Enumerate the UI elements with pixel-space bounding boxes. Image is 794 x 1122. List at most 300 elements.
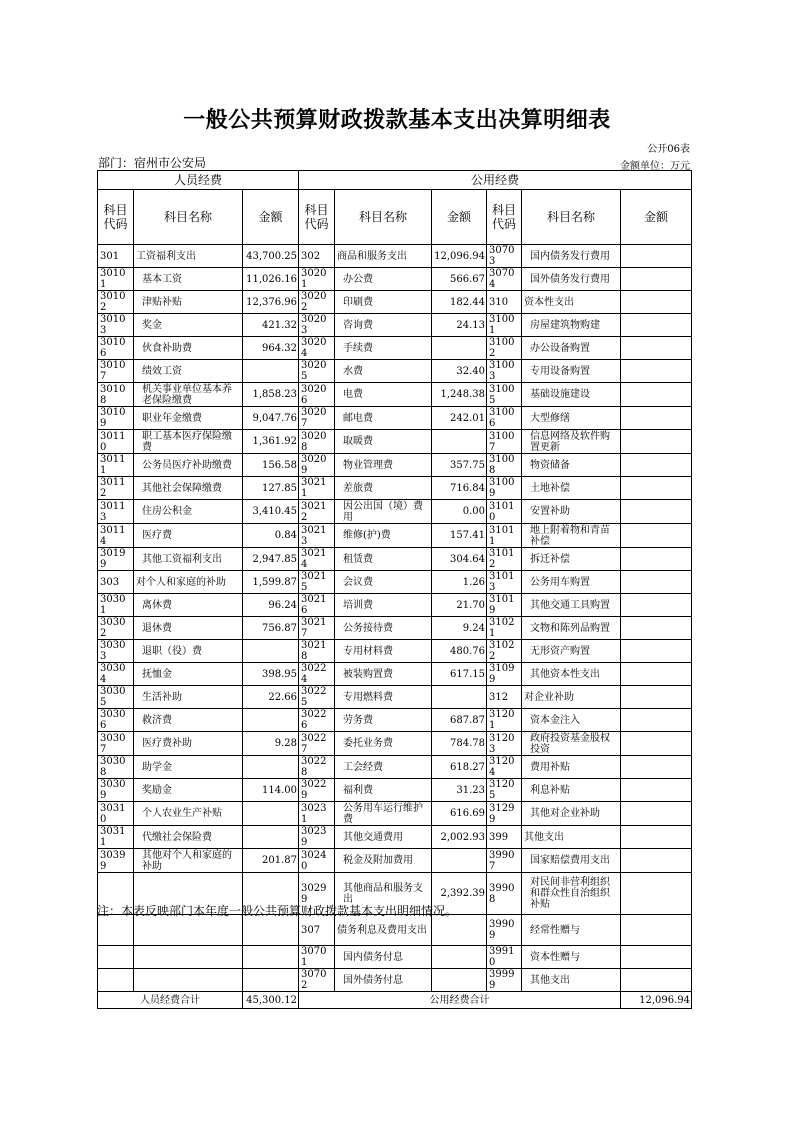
cell-amount [621, 548, 692, 571]
cell-name: 办公费 [335, 268, 432, 291]
cell-name: 邮电费 [335, 407, 432, 430]
footnote: 注：本表反映部门本年度一般公共预算财政拨款基本支出明细情况。 [97, 904, 458, 918]
cell-code: 31205 [487, 779, 522, 802]
cell-name: 奖励金 [134, 779, 243, 802]
public-header: 公用经费 [299, 171, 692, 190]
cell-amount [621, 594, 692, 617]
cell-amount [621, 407, 692, 430]
cell-code: 30311 [98, 826, 134, 849]
cell-name: 印刷费 [335, 291, 432, 314]
cell-name: 救济费 [134, 709, 243, 732]
cell-code: 31007 [487, 430, 522, 454]
cell-code: 30704 [487, 268, 522, 291]
cell-name: 对企业补助 [522, 686, 621, 709]
cell-name: 住房公积金 [134, 500, 243, 524]
cell-amount: 0.00 [432, 500, 487, 524]
cell-name: 国家赔偿费用支出 [522, 849, 621, 873]
table-row [98, 946, 692, 969]
cell-code: 30217 [299, 617, 335, 640]
cell-code: 31099 [487, 663, 522, 686]
cell-amount: 182.44 [432, 291, 487, 314]
cell-amount: 618.27 [432, 756, 487, 779]
cell-code: 30225 [299, 686, 335, 709]
cell-name: 工会经费 [335, 756, 432, 779]
amount-header: 金额 [432, 190, 487, 245]
cell-code: 31001 [487, 314, 522, 337]
cell-code: 30114 [98, 524, 134, 548]
cell-amount [621, 245, 692, 268]
table-row [98, 245, 692, 268]
cell-name: 会议费 [335, 571, 432, 594]
cell-amount [621, 383, 692, 407]
cell-name: 其他支出 [522, 969, 621, 992]
cell-code: 31006 [487, 407, 522, 430]
cell-name: 被装购置费 [335, 663, 432, 686]
cell-amount [243, 756, 299, 779]
cell-amount [243, 802, 299, 826]
cell-code: 31201 [487, 709, 522, 732]
cell-amount [621, 826, 692, 849]
cell-code: 30305 [98, 686, 134, 709]
cell-amount: 421.32 [243, 314, 299, 337]
table-row [98, 849, 692, 873]
cell-name: 水费 [335, 360, 432, 383]
cell-code: 31019 [487, 594, 522, 617]
table-row [98, 454, 692, 477]
cell-amount [621, 663, 692, 686]
cell-code: 39910 [487, 946, 522, 969]
cell-amount: 617.15 [432, 663, 487, 686]
cell-name: 电费 [335, 383, 432, 407]
cell-code: 31008 [487, 454, 522, 477]
cell-code: 30216 [299, 594, 335, 617]
cell-code: 30229 [299, 779, 335, 802]
cell-amount: 687.87 [432, 709, 487, 732]
cell-amount: 96.24 [243, 594, 299, 617]
code-header: 科目代码 [487, 190, 522, 245]
table-row [98, 291, 692, 314]
cell-code: 31204 [487, 756, 522, 779]
cell-name: 经常性赠与 [522, 915, 621, 946]
cell-amount [243, 946, 299, 969]
cell-name: 大型修缮 [522, 407, 621, 430]
table-row [98, 407, 692, 430]
cell-code: 30218 [299, 640, 335, 663]
cell-name: 资本性支出 [522, 291, 621, 314]
table-row [98, 383, 692, 407]
cell-code: 30208 [299, 430, 335, 454]
table-row [98, 617, 692, 640]
cell-amount: 304.64 [432, 548, 487, 571]
cell-code: 30703 [487, 245, 522, 268]
table-row [98, 524, 692, 548]
cell-amount [243, 640, 299, 663]
cell-amount: 2,002.93 [432, 826, 487, 849]
cell-amount [621, 732, 692, 756]
cell-amount: 784.78 [432, 732, 487, 756]
cell-name: 奖金 [134, 314, 243, 337]
cell-name: 其他交通费用 [335, 826, 432, 849]
cell-code: 30215 [299, 571, 335, 594]
cell-name: 绩效工资 [134, 360, 243, 383]
table-row [98, 640, 692, 663]
cell-amount: 357.75 [432, 454, 487, 477]
cell-name: 咨询费 [335, 314, 432, 337]
cell-code: 307 [299, 915, 335, 946]
cell-name: 其他对个人和家庭的补助 [134, 849, 243, 873]
table-row [98, 663, 692, 686]
cell-code: 31012 [487, 548, 522, 571]
cell-code: 30227 [299, 732, 335, 756]
cell-name: 其他支出 [522, 826, 621, 849]
cell-code: 30206 [299, 383, 335, 407]
cell-name: 培训费 [335, 594, 432, 617]
cell-code: 30309 [98, 779, 134, 802]
cell-amount: 32.40 [432, 360, 487, 383]
cell-code: 302 [299, 245, 335, 268]
cell-name: 对民间非营利组织和群众性自治组织补贴 [522, 873, 621, 915]
cell-code: 31021 [487, 617, 522, 640]
cell-amount: 21.70 [432, 594, 487, 617]
cell-code: 30231 [299, 802, 335, 826]
cell-name [134, 946, 243, 969]
cell-amount [621, 969, 692, 992]
table-row [98, 802, 692, 826]
cell-name: 个人农业生产补贴 [134, 802, 243, 826]
cell-name: 伙食补助费 [134, 337, 243, 360]
cell-name: 费用补贴 [522, 756, 621, 779]
cell-name: 因公出国（境）费用 [335, 500, 432, 524]
cell-name: 手续费 [335, 337, 432, 360]
cell-amount: 3,410.45 [243, 500, 299, 524]
cell-name: 医疗费 [134, 524, 243, 548]
cell-amount: 2,947.85 [243, 548, 299, 571]
cell-name: 福利费 [335, 779, 432, 802]
cell-amount [432, 849, 487, 873]
cell-code: 30202 [299, 291, 335, 314]
table-row [98, 969, 692, 992]
cell-name: 无形资产购置 [522, 640, 621, 663]
cell-code: 30239 [299, 826, 335, 849]
cell-amount [621, 709, 692, 732]
name-header: 科目名称 [335, 190, 432, 245]
cell-amount [621, 873, 692, 915]
code-header: 科目代码 [299, 190, 335, 245]
cell-code: 30103 [98, 314, 134, 337]
cell-code: 30702 [299, 969, 335, 992]
cell-name: 公务用车运行维护费 [335, 802, 432, 826]
cell-amount: 480.76 [432, 640, 487, 663]
amount-header: 金额 [621, 190, 692, 245]
cell-name: 抚恤金 [134, 663, 243, 686]
cell-code: 31002 [487, 337, 522, 360]
cell-code: 399 [487, 826, 522, 849]
cell-code: 30308 [98, 756, 134, 779]
amount-header: 金额 [243, 190, 299, 245]
cell-code: 39999 [487, 969, 522, 992]
form-id: 公开06表 [647, 144, 690, 155]
page-title: 一般公共预算财政拨款基本支出决算明细表 [183, 107, 611, 133]
cell-name: 办公设备购置 [522, 337, 621, 360]
table-row [98, 915, 692, 946]
cell-name: 差旅费 [335, 477, 432, 500]
cell-amount [621, 946, 692, 969]
cell-name: 债务利息及费用支出 [335, 915, 432, 946]
cell-amount [621, 915, 692, 946]
cell-code: 30112 [98, 477, 134, 500]
cell-amount: 1,248.38 [432, 383, 487, 407]
table-row [98, 594, 692, 617]
cell-amount: 9.28 [243, 732, 299, 756]
cell-code: 30101 [98, 268, 134, 291]
cell-amount: 9,047.76 [243, 407, 299, 430]
cell-name: 基础设施建设 [522, 383, 621, 407]
cell-amount: 1,858.23 [243, 383, 299, 407]
table-row [98, 477, 692, 500]
cell-code: 30226 [299, 709, 335, 732]
cell-amount: 31.23 [432, 779, 487, 802]
table-row [98, 548, 692, 571]
cell-amount: 201.87 [243, 849, 299, 873]
cell-code: 30310 [98, 802, 134, 826]
cell-name: 其他交通工具购置 [522, 594, 621, 617]
cell-name: 对个人和家庭的补助 [134, 571, 243, 594]
cell-amount: 114.00 [243, 779, 299, 802]
cell-amount: 11,026.16 [243, 268, 299, 291]
cell-amount [621, 430, 692, 454]
cell-code: 30106 [98, 337, 134, 360]
cell-amount: 1,361.92 [243, 430, 299, 454]
cell-amount [243, 915, 299, 946]
cell-name: 离休费 [134, 594, 243, 617]
cell-amount: 24.13 [432, 314, 487, 337]
cell-code: 30301 [98, 594, 134, 617]
cell-amount: 716.84 [432, 477, 487, 500]
cell-amount [621, 686, 692, 709]
cell-name: 其他对企业补助 [522, 802, 621, 826]
cell-amount [432, 430, 487, 454]
table-row [98, 268, 692, 291]
cell-amount: 616.69 [432, 802, 487, 826]
cell-amount [243, 709, 299, 732]
cell-code: 30214 [299, 548, 335, 571]
cell-code: 30306 [98, 709, 134, 732]
cell-amount: 22.66 [243, 686, 299, 709]
table-row [98, 430, 692, 454]
cell-code: 39907 [487, 849, 522, 873]
cell-amount: 12,096.94 [432, 245, 487, 268]
cell-code: 30224 [299, 663, 335, 686]
cell-code: 30240 [299, 849, 335, 873]
cell-amount [432, 686, 487, 709]
cell-name: 专用材料费 [335, 640, 432, 663]
cell-code: 312 [487, 686, 522, 709]
cell-name: 信息网络及软件购置更新 [522, 430, 621, 454]
cell-code: 30107 [98, 360, 134, 383]
cell-code: 31299 [487, 802, 522, 826]
cell-amount: 1.26 [432, 571, 487, 594]
cell-amount: 43,700.25 [243, 245, 299, 268]
cell-name: 地上附着物和青苗补偿 [522, 524, 621, 548]
cell-code: 30113 [98, 500, 134, 524]
cell-code: 31009 [487, 477, 522, 500]
cell-amount [432, 337, 487, 360]
cell-amount [621, 454, 692, 477]
cell-amount [243, 969, 299, 992]
cell-code: 30299 [299, 873, 335, 915]
cell-code: 30307 [98, 732, 134, 756]
cell-code [98, 969, 134, 992]
cell-code: 31013 [487, 571, 522, 594]
cell-code: 30205 [299, 360, 335, 383]
cell-name: 职业年金缴费 [134, 407, 243, 430]
cell-name: 拆迁补偿 [522, 548, 621, 571]
cell-amount [621, 802, 692, 826]
cell-amount: 1,599.87 [243, 571, 299, 594]
cell-name: 税金及附加费用 [335, 849, 432, 873]
cell-name: 商品和服务支出 [335, 245, 432, 268]
department-label: 部门：宿州市公安局 [98, 156, 207, 170]
cell-code [98, 946, 134, 969]
cell-code: 31011 [487, 524, 522, 548]
cell-code: 30209 [299, 454, 335, 477]
cell-amount [621, 360, 692, 383]
cell-code: 30304 [98, 663, 134, 686]
cell-amount: 398.95 [243, 663, 299, 686]
cell-name: 公务用车购置 [522, 571, 621, 594]
cell-amount [432, 946, 487, 969]
table-row [98, 709, 692, 732]
cell-code [98, 915, 134, 946]
cell-amount [621, 500, 692, 524]
cell-code: 31022 [487, 640, 522, 663]
cell-name: 其他社会保障缴费 [134, 477, 243, 500]
cell-code: 30399 [98, 849, 134, 873]
cell-name [134, 969, 243, 992]
personnel-total-value: 45,300.12 [243, 992, 299, 1009]
table-row [98, 571, 692, 594]
cell-name: 基本工资 [134, 268, 243, 291]
cell-name: 资本性赠与 [522, 946, 621, 969]
cell-name: 文物和陈列品购置 [522, 617, 621, 640]
cell-name: 职工基本医疗保险缴费 [134, 430, 243, 454]
cell-amount [243, 360, 299, 383]
cell-name: 生活补助 [134, 686, 243, 709]
cell-name: 租赁费 [335, 548, 432, 571]
cell-name: 退休费 [134, 617, 243, 640]
cell-code: 30212 [299, 500, 335, 524]
table-row [98, 337, 692, 360]
table-row [98, 686, 692, 709]
cell-name: 退职（役）费 [134, 640, 243, 663]
cell-amount [621, 524, 692, 548]
cell-code: 301 [98, 245, 134, 268]
cell-code: 30701 [299, 946, 335, 969]
cell-amount [621, 640, 692, 663]
cell-amount: 242.01 [432, 407, 487, 430]
expenditure-table [97, 170, 692, 1009]
cell-name: 国内债务发行费用 [522, 245, 621, 268]
public-total-value: 12,096.94 [621, 992, 692, 1009]
cell-name: 安置补助 [522, 500, 621, 524]
cell-amount [432, 915, 487, 946]
cell-code: 30207 [299, 407, 335, 430]
personnel-total-label: 人员经费合计 [98, 992, 243, 1009]
cell-name: 医疗费补助 [134, 732, 243, 756]
cell-name: 公务接待费 [335, 617, 432, 640]
cell-name: 其他工资福利支出 [134, 548, 243, 571]
cell-name: 其他资本性支出 [522, 663, 621, 686]
cell-amount: 0.84 [243, 524, 299, 548]
cell-name: 资本金注入 [522, 709, 621, 732]
personnel-header: 人员经费 [98, 171, 299, 190]
cell-amount [621, 617, 692, 640]
cell-name [134, 915, 243, 946]
cell-amount [621, 779, 692, 802]
cell-amount: 964.32 [243, 337, 299, 360]
table-row [98, 732, 692, 756]
table-row [98, 314, 692, 337]
table-row [98, 360, 692, 383]
public-total-label: 公用经费合计 [299, 992, 621, 1009]
cell-name: 津贴补贴 [134, 291, 243, 314]
cell-code: 30108 [98, 383, 134, 407]
cell-amount: 127.85 [243, 477, 299, 500]
cell-amount [621, 477, 692, 500]
cell-code: 30211 [299, 477, 335, 500]
cell-amount [621, 337, 692, 360]
cell-amount: 157.41 [432, 524, 487, 548]
cell-code: 31003 [487, 360, 522, 383]
cell-code: 30303 [98, 640, 134, 663]
cell-amount: 2,392.39 [432, 873, 487, 915]
cell-amount [432, 969, 487, 992]
cell-code: 30302 [98, 617, 134, 640]
cell-name: 工资福利支出 [134, 245, 243, 268]
cell-name: 其他商品和服务支出 [335, 873, 432, 915]
cell-name: 土地补偿 [522, 477, 621, 500]
table-row [98, 826, 692, 849]
cell-amount [621, 291, 692, 314]
cell-amount [621, 849, 692, 873]
cell-name: 机关事业单位基本养老保险缴费 [134, 383, 243, 407]
cell-code: 39908 [487, 873, 522, 915]
cell-amount [243, 826, 299, 849]
cell-name: 国内债务付息 [335, 946, 432, 969]
cell-amount [621, 314, 692, 337]
cell-name: 维修(护)费 [335, 524, 432, 548]
unit-label: 金额单位：万元 [620, 161, 690, 172]
table-row [98, 779, 692, 802]
cell-amount: 156.58 [243, 454, 299, 477]
cell-code: 30213 [299, 524, 335, 548]
cell-code: 30201 [299, 268, 335, 291]
cell-code: 30228 [299, 756, 335, 779]
cell-code: 30110 [98, 430, 134, 454]
name-header: 科目名称 [522, 190, 621, 245]
cell-name: 公务员医疗补助缴费 [134, 454, 243, 477]
cell-code: 303 [98, 571, 134, 594]
cell-amount: 566.67 [432, 268, 487, 291]
cell-code: 39909 [487, 915, 522, 946]
cell-code: 31010 [487, 500, 522, 524]
cell-code: 31005 [487, 383, 522, 407]
cell-amount [621, 571, 692, 594]
table-row [98, 500, 692, 524]
cell-name: 专用设备购置 [522, 360, 621, 383]
cell-amount [621, 756, 692, 779]
cell-name: 助学金 [134, 756, 243, 779]
